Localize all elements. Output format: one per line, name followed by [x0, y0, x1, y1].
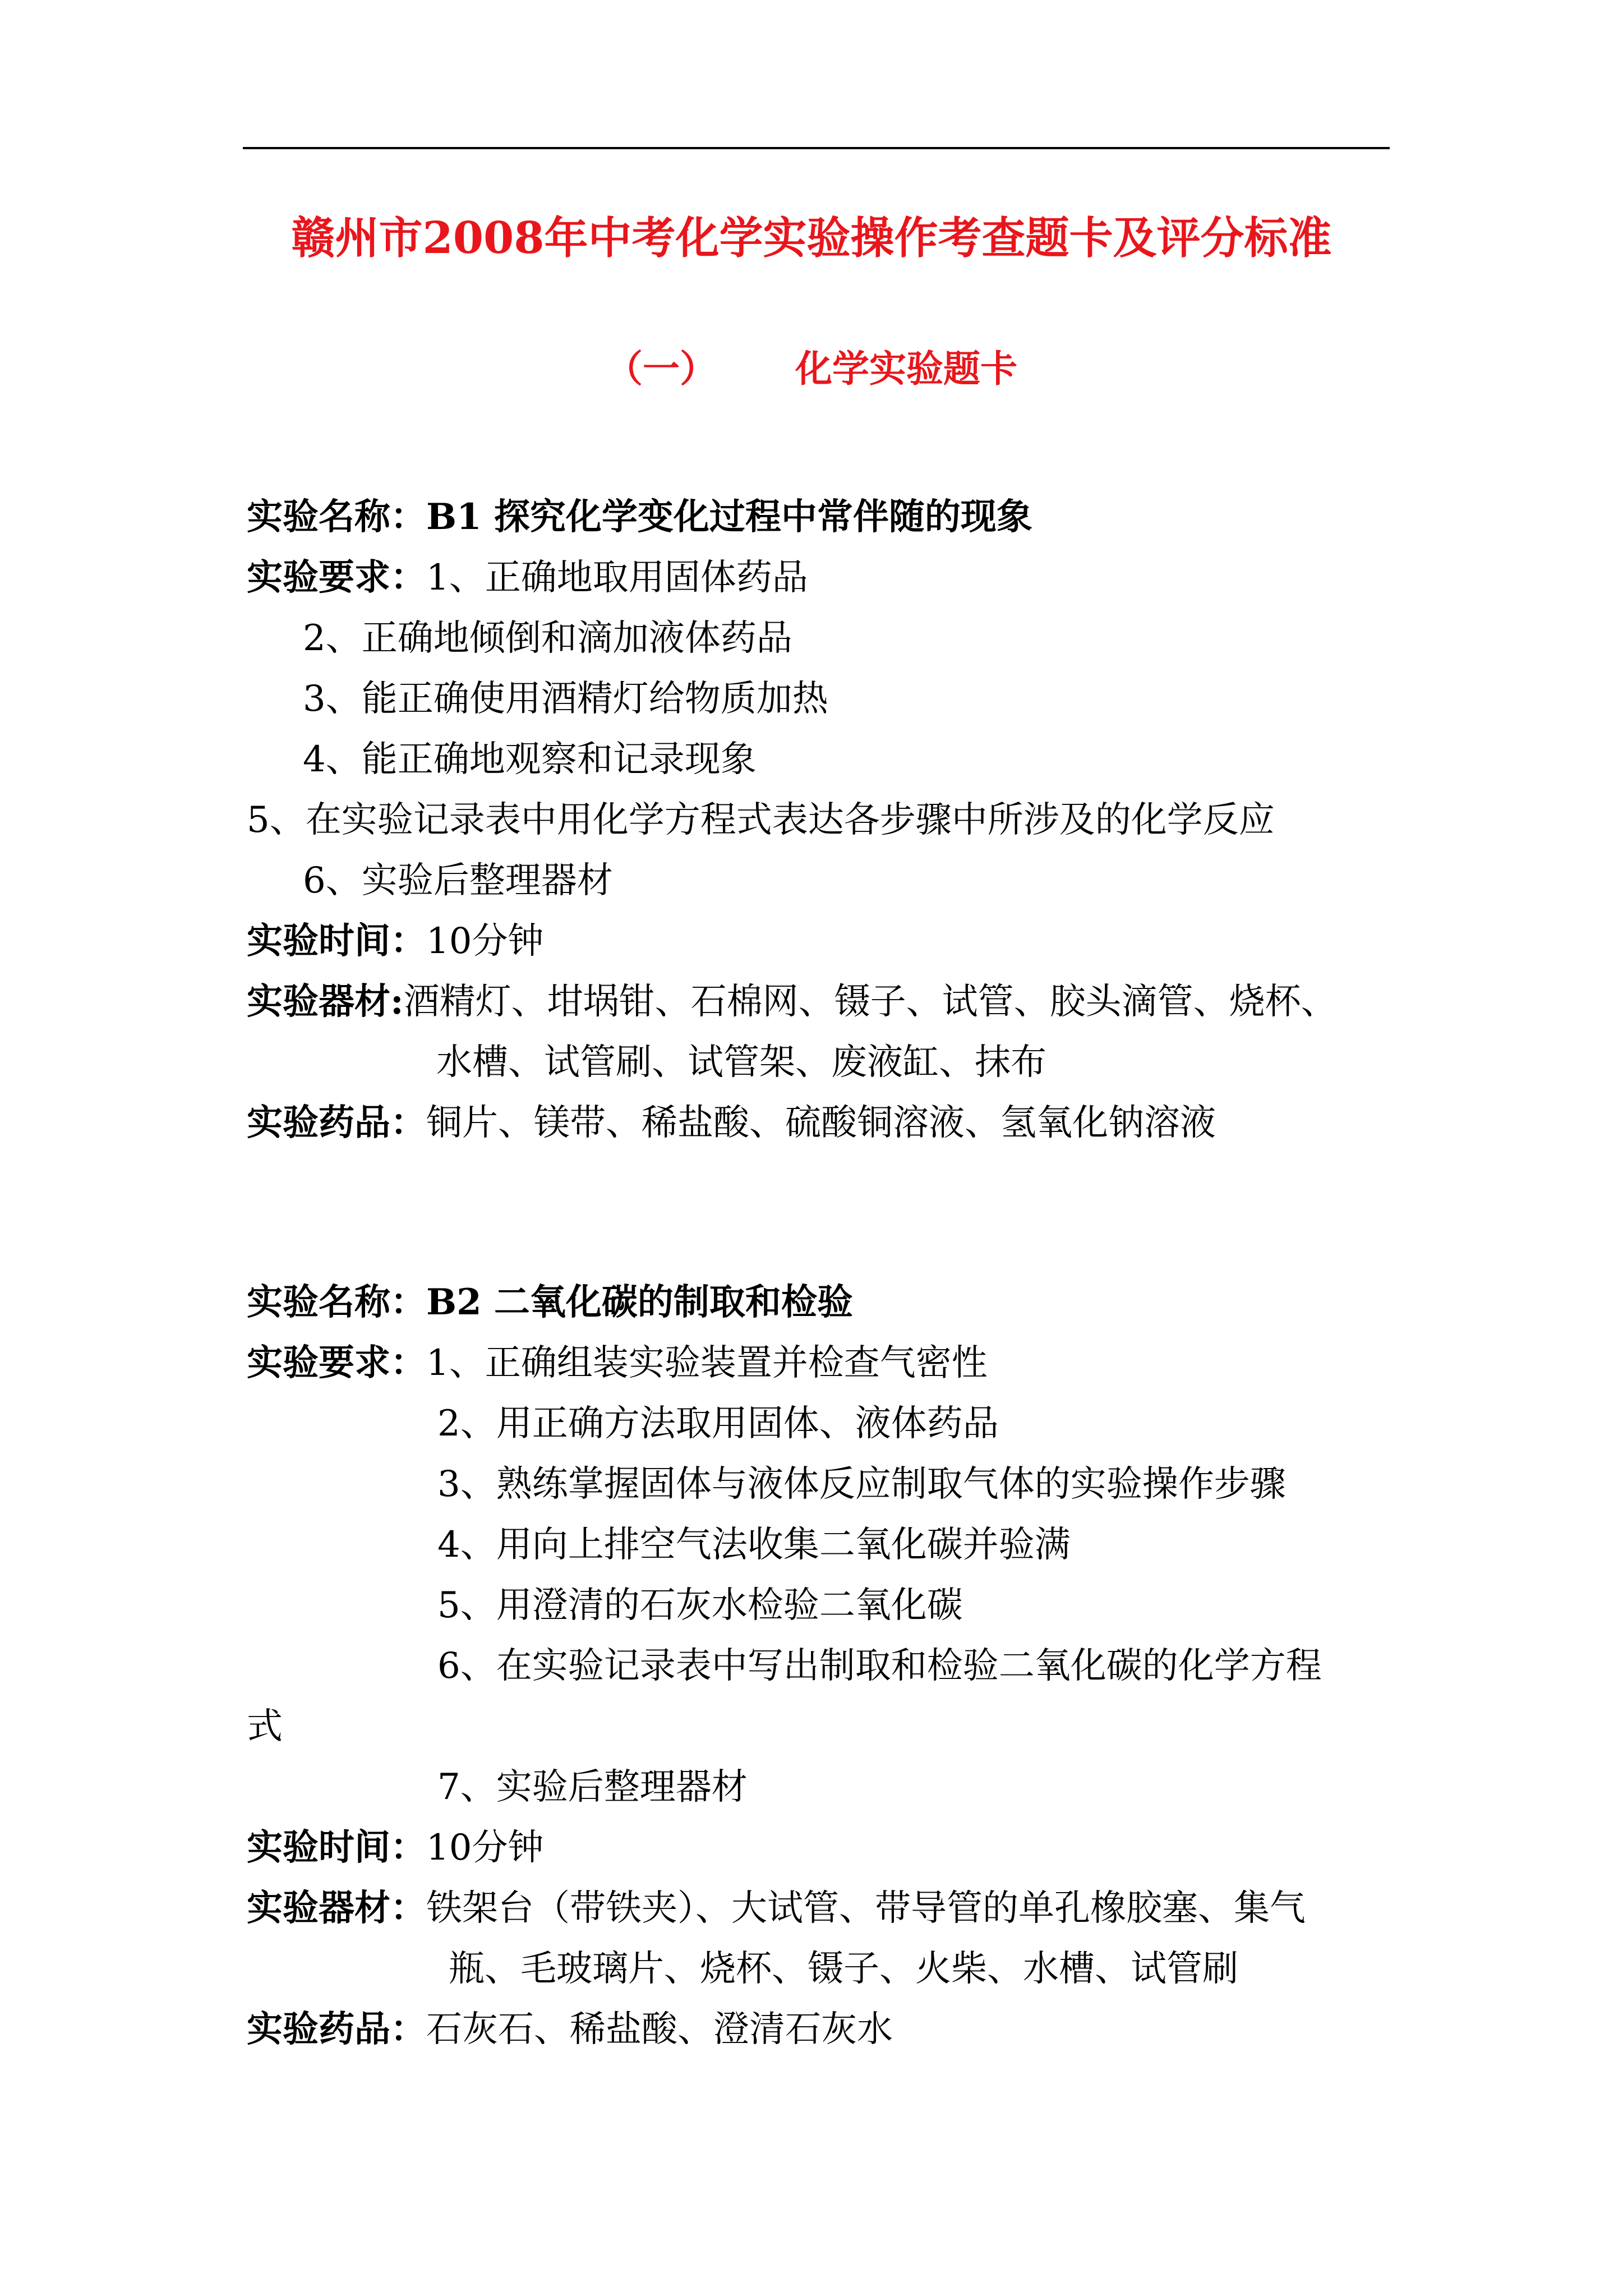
b2-reagents-label: 实验药品： [247, 2008, 426, 2050]
b2-time-label: 实验时间： [247, 1826, 426, 1869]
b1-time: 10分钟 [426, 921, 544, 962]
document-title: 赣州市2008年中考化学实验操作考查题卡及评分标准 [291, 213, 1332, 264]
b1-equipment: 酒精灯、坩埚钳、石棉网、镊子、试管、胶头滴管、烧杯、 [403, 981, 1337, 1023]
b2-name-label: 实验名称： [247, 1281, 426, 1323]
b1-name: B1 探究化学变化过程中常伴随的现象 [426, 496, 1032, 538]
b2-requirement-cont: 式 [247, 1706, 283, 1747]
b1-requirement: 6、实验后整理器材 [303, 860, 613, 901]
b1-name-row [247, 495, 1032, 540]
b2-equipment: 铁架台（带铁夹）、大试管、带导管的单孔橡胶塞、集气 [426, 1888, 1306, 1929]
b1-time-row [247, 919, 543, 964]
b2-reagents: 石灰石、稀盐酸、澄清石灰水 [426, 2009, 893, 2050]
b1-requirement: 1、正确地取用固体药品 [426, 557, 808, 599]
b2-requirement: 5、用澄清的石灰水检验二氧化碳 [437, 1585, 963, 1626]
b1-requirement: 3、能正确使用酒精灯给物质加热 [303, 678, 828, 720]
b2-requirements-row [247, 1341, 988, 1386]
b2-requirements-label: 实验要求： [247, 1342, 426, 1384]
section-number: （一） [606, 347, 717, 390]
b2-requirement: 3、熟练掌握固体与液体反应制取气体的实验操作步骤 [437, 1464, 1286, 1505]
header-rule [243, 147, 1390, 149]
b1-equipment-row [247, 979, 1337, 1024]
b1-equipment-label: 实验器材: [247, 981, 404, 1023]
b1-reagents-label: 实验药品： [247, 1102, 426, 1144]
b2-equipment-cont: 瓶、毛玻璃片、烧杯、镊子、火柴、水槽、试管刷 [449, 1948, 1238, 1990]
b2-time-row [247, 1825, 543, 1870]
b2-equipment-row [247, 1886, 1306, 1931]
b2-reagents-row [247, 2007, 893, 2052]
b2-time: 10分钟 [426, 1827, 544, 1869]
b1-requirement: 5、在实验记录表中用化学方程式表达各步骤中所涉及的化学反应 [247, 799, 1275, 841]
b1-requirement: 4、能正确地观察和记录现象 [303, 739, 757, 780]
b2-requirement: 4、用向上排空气法收集二氧化碳并验满 [437, 1524, 1071, 1566]
b1-requirements-label: 实验要求： [247, 556, 426, 599]
b1-requirements-row [247, 555, 808, 600]
b2-requirement: 7、实验后整理器材 [437, 1766, 748, 1808]
b1-reagents-row [247, 1101, 1216, 1145]
b2-name: B2 二氧化碳的制取和检验 [426, 1281, 853, 1323]
section-heading [0, 343, 1623, 394]
b1-equipment-cont: 水槽、试管刷、试管架、废液缸、抹布 [436, 1042, 1046, 1083]
b2-name-row [247, 1280, 853, 1325]
b2-equipment-label: 实验器材： [247, 1887, 426, 1929]
b2-requirement: 6、在实验记录表中写出制取和检验二氧化碳的化学方程 [437, 1645, 1322, 1687]
section-name: 化学实验题卡 [795, 347, 1017, 390]
b1-name-label: 实验名称： [247, 496, 426, 538]
b2-requirement: 2、用正确方法取用固体、液体药品 [437, 1403, 999, 1444]
b2-requirement: 1、正确组装实验装置并检查气密性 [426, 1342, 988, 1384]
b1-reagents: 铜片、镁带、稀盐酸、硫酸铜溶液、氢氧化钠溶液 [426, 1102, 1216, 1144]
b1-time-label: 实验时间： [247, 920, 426, 962]
b1-requirement: 2、正确地倾倒和滴加液体药品 [303, 618, 792, 659]
